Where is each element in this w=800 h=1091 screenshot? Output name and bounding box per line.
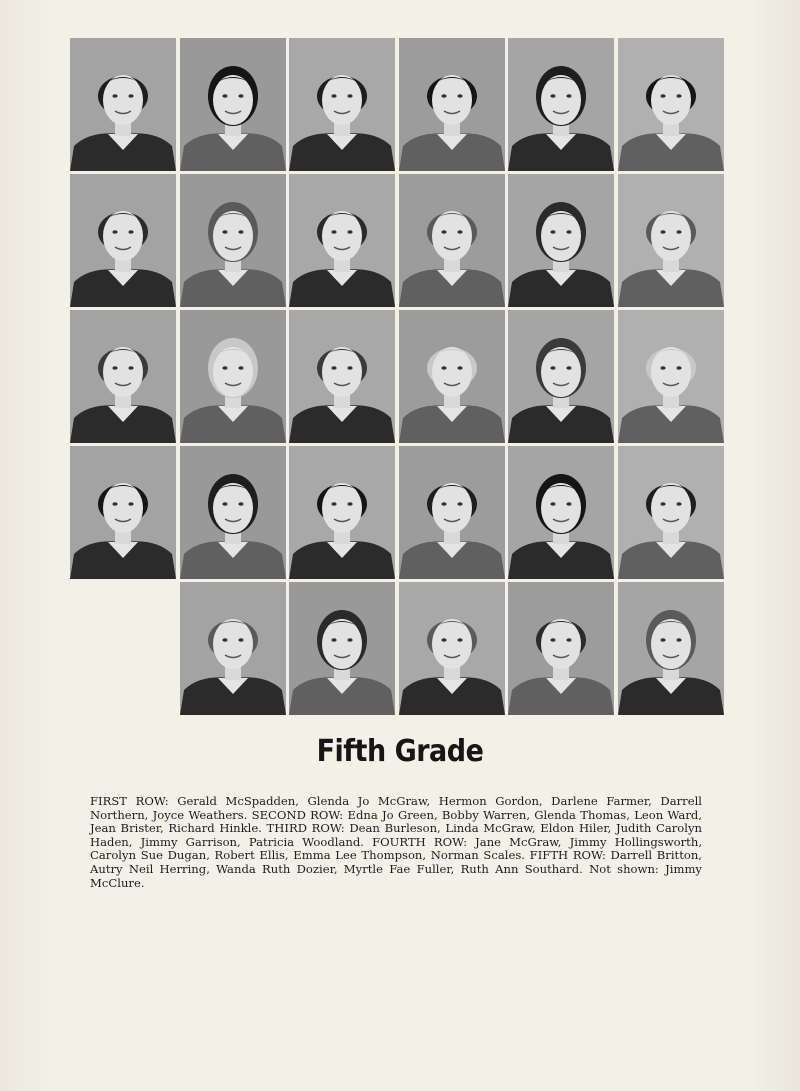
student-portrait bbox=[180, 38, 286, 171]
student-portrait bbox=[289, 310, 395, 443]
student-portrait bbox=[70, 446, 176, 579]
student-portrait bbox=[618, 38, 724, 171]
student-portrait bbox=[180, 310, 286, 443]
student-portrait bbox=[399, 310, 505, 443]
student-portrait bbox=[508, 174, 614, 307]
student-portrait bbox=[618, 582, 724, 715]
student-portrait bbox=[399, 582, 505, 715]
student-portrait bbox=[289, 38, 395, 171]
student-portrait bbox=[618, 446, 724, 579]
student-portrait bbox=[618, 174, 724, 307]
student-portrait bbox=[399, 446, 505, 579]
student-portrait bbox=[289, 446, 395, 579]
student-portrait bbox=[508, 38, 614, 171]
student-portrait bbox=[70, 310, 176, 443]
student-names-caption: FIRST ROW: Gerald McSpadden, Glenda Jo McGraw, Hermon Gordon, Darlene Farmer, Darrell Northern, Joyce Weathers. SECOND ROW: Edna Jo Green, Bobby Warren, Glenda Thomas, Leon Ward, Jean Brister, Richard Hinkle. THIRD ROW: Dean Burleson, Linda McGraw, Eldon Hiler, Judith Carolyn Haden, Jimmy Garrison, Patricia Woodland. FOURTH ROW: Jane McGraw, Jimmy Hollingsworth, Carolyn Sue Dugan, Robert Ellis, Emma Lee Thompson, Norman Scales. FIFTH ROW: Darrell Britton, Autry Neil Herring, Wanda Ruth Dozier, Myrtle Fae Fuller, Ruth Ann Southard. Not shown: Jimmy McClure. bbox=[90, 794, 702, 890]
student-portrait bbox=[180, 582, 286, 715]
page-title: Fifth Grade bbox=[316, 734, 484, 769]
student-portrait bbox=[70, 174, 176, 307]
student-portrait bbox=[508, 582, 614, 715]
student-portrait bbox=[180, 446, 286, 579]
student-portrait bbox=[399, 174, 505, 307]
class-photo-grid bbox=[70, 38, 726, 718]
student-portrait bbox=[508, 310, 614, 443]
student-portrait bbox=[618, 310, 724, 443]
student-portrait bbox=[399, 38, 505, 171]
student-portrait bbox=[180, 174, 286, 307]
student-portrait bbox=[289, 582, 395, 715]
student-portrait bbox=[289, 174, 395, 307]
student-portrait bbox=[70, 38, 176, 171]
student-portrait bbox=[508, 446, 614, 579]
